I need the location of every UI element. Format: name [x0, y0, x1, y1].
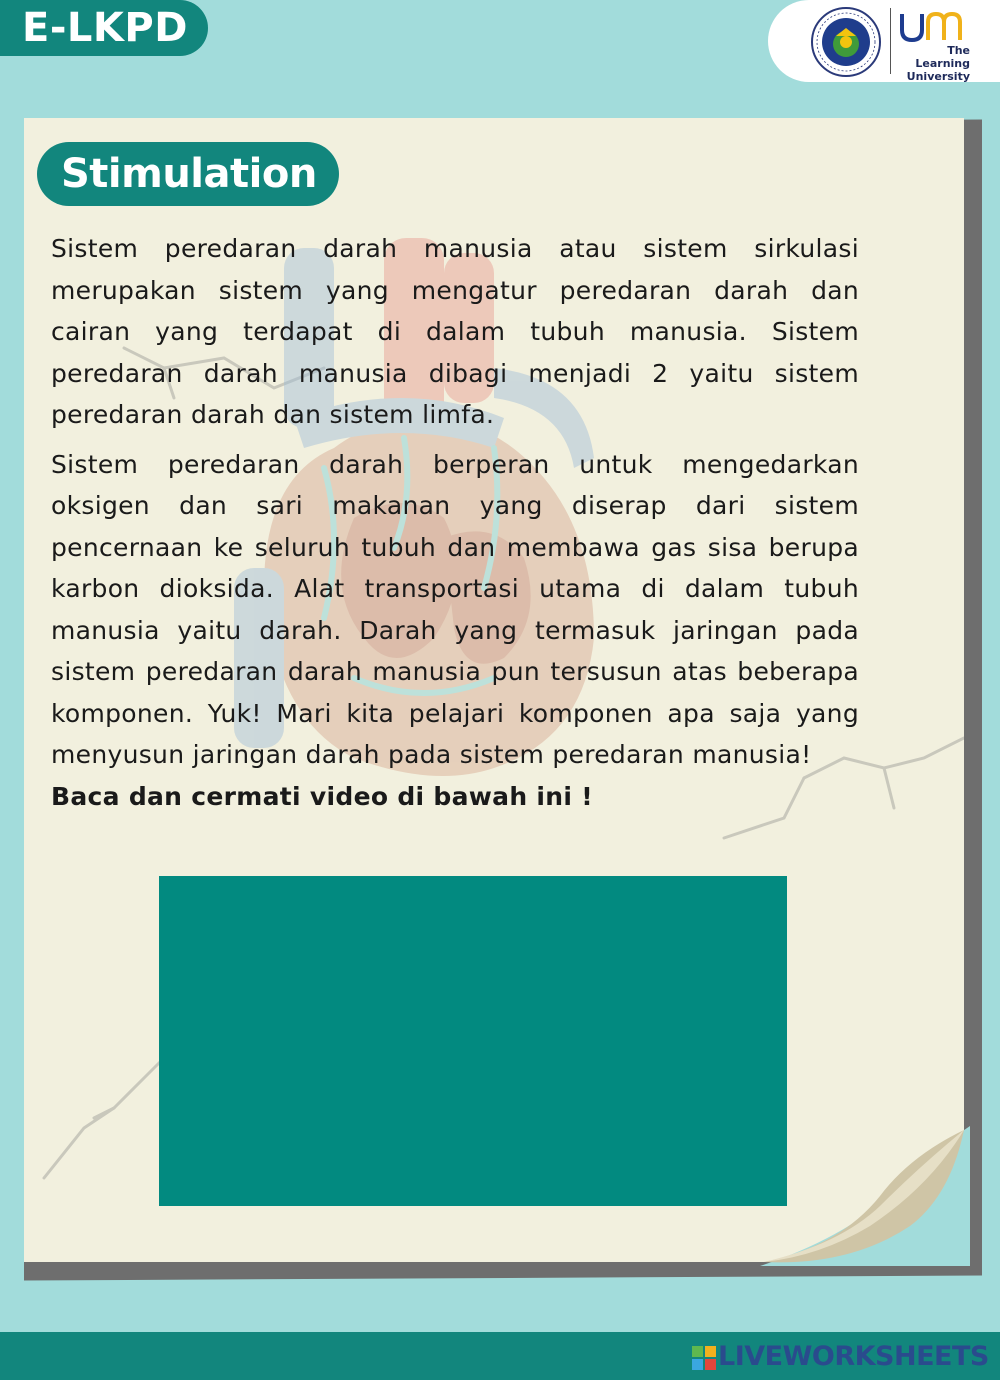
paragraph-function: Sistem peredaran darah berperan untuk mengedarkan oksigen dan sari makanan yang diserap dari sistem pencernaan ke seluruh tubuh dan membawa gas sisa berupa karbon dioksida. Alat transportasi utama di dalam tubuh manusia yaitu darah. Darah yang termasuk jaringan pada sistem peredaran darah manusia pun tersusun atas beberapa komponen. Yuk! Mari kita pelajari komponen apa saja yang menyusun jaringan darah pada sistem peredaran manusia! [51, 449, 859, 769]
brand-tag: E-LKPD [0, 0, 208, 56]
page-curl-icon [760, 1126, 970, 1266]
paragraph-intro: Sistem peredaran darah manusia atau sistem sirkulasi merupakan sistem yang mengatur peredaran darah dan cairan yang terdapat di dalam tubuh manusia. Sistem peredaran darah manusia dibagi menjadi 2 yaitu sistem peredaran darah dan sistem limfa. [51, 234, 859, 429]
footer-brand[interactable]: LIVEWORKSHEETS [718, 1341, 989, 1372]
stimulation-content [51, 228, 859, 817]
logo-tagline: The Learning University [906, 44, 970, 83]
section-title: Stimulation [37, 142, 339, 206]
liveworksheets-badge-icon [692, 1346, 716, 1370]
logo-divider [890, 8, 891, 74]
video-player[interactable] [159, 876, 787, 1206]
university-seal-icon [810, 6, 882, 78]
um-logo-icon [898, 8, 968, 44]
university-logo [768, 0, 1000, 82]
instruction-text: Baca dan cermati video di bawah ini ! [51, 781, 593, 811]
